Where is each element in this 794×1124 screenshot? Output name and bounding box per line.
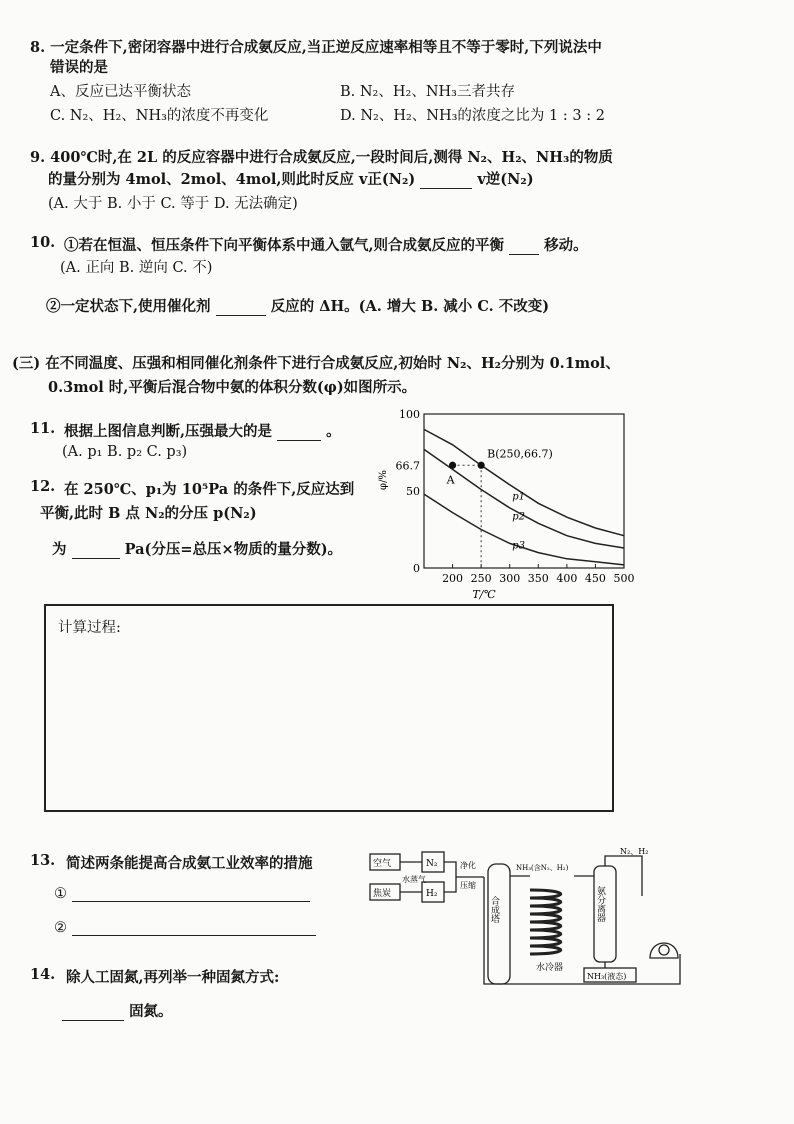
steam-label: 水蒸气 xyxy=(402,875,426,884)
q13-mark-1: ① xyxy=(54,886,67,902)
q9-stem-line2-a: 的量分别为 4mol、2mol、4mol,则此时反应 v正(N₂) xyxy=(48,171,416,188)
q8-option-d: D. N₂、H₂、NH₃的浓度之比为 1 : 3 : 2 xyxy=(340,108,605,124)
q13-number: 13. xyxy=(30,852,56,869)
ammonia-process-diagram xyxy=(366,846,682,994)
separator-label: 氨分离器 xyxy=(595,886,605,922)
cooler-label: 水冷器 xyxy=(536,963,564,973)
x-tick-label-350: 350 xyxy=(527,572,549,585)
q8-option-a: A、反应已达平衡状态 xyxy=(50,84,191,100)
point-a-label: A xyxy=(446,473,455,487)
series-label-p2: p2 xyxy=(512,511,526,523)
calculation-box[interactable] xyxy=(44,604,614,812)
synthesis-tower xyxy=(488,864,510,984)
q13-answer-row-2 xyxy=(54,920,316,936)
q8-stem-line2: 错误的是 xyxy=(50,59,108,76)
nh3-mix-label: NH₃(含N₂、H₂) xyxy=(516,864,569,872)
q10-part2-a: ②一定状态下,使用催化剂 xyxy=(46,298,211,315)
q10-options1: (A. 正向 B. 逆向 C. 不) xyxy=(60,260,213,276)
q12-line3-a: 为 xyxy=(52,541,67,558)
q14-tail: 固氮。 xyxy=(129,1003,173,1020)
q10-part2 xyxy=(46,295,549,316)
q10-part2-b: 反应的 ΔH。(A. 增大 B. 减小 C. 不改变) xyxy=(270,298,550,315)
q8-option-c: C. N₂、H₂、NH₃的浓度不再变化 xyxy=(50,108,269,124)
q14-answer-blank[interactable] xyxy=(62,1005,124,1021)
x-tick-label-200: 200 xyxy=(442,572,464,585)
q12-line1: 在 250℃、p₁为 10⁵Pa 的条件下,反应达到 xyxy=(64,481,355,498)
x-axis-label: T/℃ xyxy=(472,588,496,600)
q9-stem-line2 xyxy=(48,168,534,189)
q11-stem-end: 。 xyxy=(326,423,341,440)
point-b-label: B(250,66.7) xyxy=(487,447,553,461)
q12-line3-b: Pa(分压=总压×物质的量分数)。 xyxy=(124,541,343,558)
y-axis-label: φ/% xyxy=(378,470,389,490)
x-tick-label-250: 250 xyxy=(470,572,492,585)
series-label-p1: p1 xyxy=(512,491,526,503)
air-label: 空气 xyxy=(373,859,392,869)
x-tick-label-400: 400 xyxy=(556,572,578,585)
coke-label: 焦炭 xyxy=(373,889,392,899)
q12-answer-blank[interactable] xyxy=(72,543,120,559)
q9-stem-line2-b: v逆(N₂) xyxy=(477,171,534,188)
compressor-wheel-icon xyxy=(659,945,669,955)
q10-part1-a: ①若在恒温、恒压条件下向平衡体系中通入氩气,则合成氨反应的平衡 xyxy=(64,237,505,254)
q11-stem-text: 根据上图信息判断,压强最大的是 xyxy=(64,423,273,440)
q13-answer-blank-2[interactable] xyxy=(72,920,316,936)
calculation-box-label: 计算过程: xyxy=(58,620,121,636)
q10-part1-b: 移动。 xyxy=(544,237,588,254)
y-tick-label-0: 0 xyxy=(413,562,420,575)
section3-intro-line2: 0.3mol 时,平衡后混合物中氨的体积分数(φ)如图所示。 xyxy=(48,379,417,396)
series-label-p3: p3 xyxy=(512,540,526,552)
y-tick-label-100: 100 xyxy=(399,408,420,421)
q11-number: 11. xyxy=(30,420,56,437)
q11-stem xyxy=(64,420,341,441)
q11-answer-blank[interactable] xyxy=(277,425,321,441)
q12-line3 xyxy=(52,538,342,559)
x-tick-label-500: 500 xyxy=(613,572,635,585)
q13-answer-blank-1[interactable] xyxy=(72,886,310,902)
q12-line2: 平衡,此时 B 点 N₂的分压 p(N₂) xyxy=(40,505,257,522)
x-tick-label-450: 450 xyxy=(584,572,606,585)
q9-answer-blank[interactable] xyxy=(420,173,472,189)
y-marker-label: 66.7 xyxy=(395,459,420,473)
point-a xyxy=(449,462,456,469)
liquid-ammonia-label: NH₃(液态) xyxy=(587,972,627,981)
point-b xyxy=(478,462,485,469)
q10-part2-blank[interactable] xyxy=(216,300,266,316)
recycle-loop xyxy=(484,877,680,984)
q8-stem-line1: 8. 一定条件下,密闭容器中进行合成氨反应,当正逆反应速率相等且不等于零时,下列说法中 xyxy=(30,39,602,56)
purify-label: 净化 xyxy=(460,861,476,870)
series-line-p3 xyxy=(424,494,624,565)
q13-answer-row-1 xyxy=(54,886,310,902)
y-tick-label-50: 50 xyxy=(406,485,420,498)
q14-number: 14. xyxy=(30,966,56,983)
compress-label: 压缩 xyxy=(460,881,476,890)
q13-mark-2: ② xyxy=(54,920,67,936)
tower-label: 合成塔 xyxy=(489,896,499,923)
q9-options: (A. 大于 B. 小于 C. 等于 D. 无法确定) xyxy=(48,196,298,212)
h2-label: H₂ xyxy=(426,889,438,899)
section3-intro-line1: (三) 在不同温度、压强和相同催化剂条件下进行合成氨反应,初始时 N₂、H₂分别为 0.1mol、 xyxy=(12,355,620,372)
q14-stem: 除人工固氮,再列举一种固氮方式: xyxy=(66,969,280,986)
ammonia-equilibrium-chart xyxy=(370,400,650,600)
q14-answer-row xyxy=(62,1000,173,1021)
q12-number: 12. xyxy=(30,478,56,495)
n2-label: N₂ xyxy=(426,859,438,869)
x-tick-label-300: 300 xyxy=(499,572,521,585)
q10-part1 xyxy=(64,234,588,255)
recycle-gas-line xyxy=(605,856,642,896)
recycle-label: N₂、H₂ xyxy=(620,847,649,856)
q9-stem-line1: 9. 400℃时,在 2L 的反应容器中进行合成氨反应,一段时间后,测得 N₂、H₂、NH₃的物质 xyxy=(30,149,613,166)
water-cooler-coil xyxy=(530,890,561,954)
q10-number: 10. xyxy=(30,234,56,251)
q10-part1-blank[interactable] xyxy=(509,239,539,255)
q8-option-b: B. N₂、H₂、NH₃三者共存 xyxy=(340,84,515,100)
q13-stem: 简述两条能提高合成氨工业效率的措施 xyxy=(66,855,313,872)
q11-options: (A. p₁ B. p₂ C. p₃) xyxy=(62,444,188,460)
